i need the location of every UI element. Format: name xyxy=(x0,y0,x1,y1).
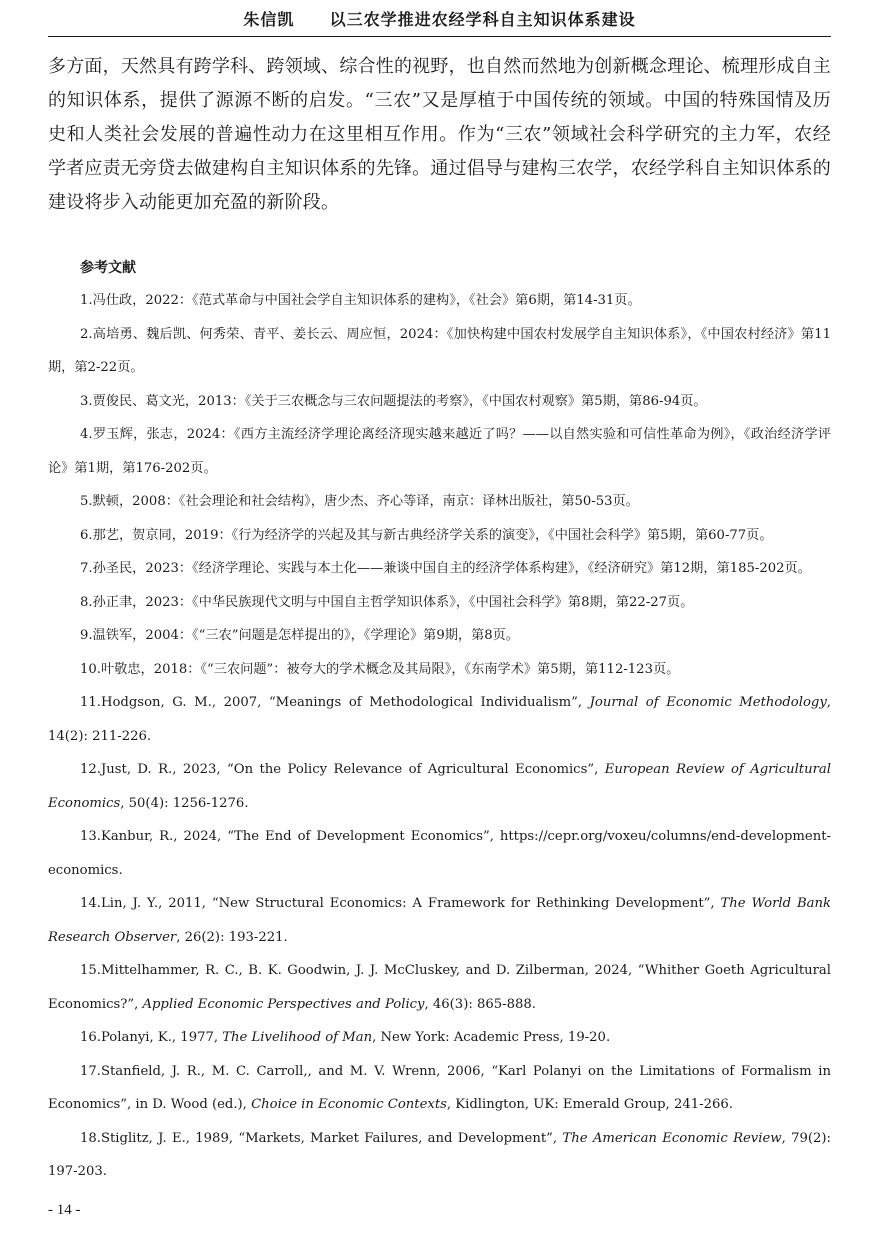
reference-text: 14.Lin, J. Y., 2011, “New Structural Economics: A Framework for Rethinking Development”, xyxy=(80,896,721,911)
reference-item xyxy=(48,552,831,586)
reference-text: 10.叶敬忠，2018：《“三农问题”：被夸大的学术概念及其局限》，《东南学术》第5期，第112-123页。 xyxy=(80,661,680,677)
reference-text: , 26(2): 193-221. xyxy=(176,929,288,945)
reference-item xyxy=(48,318,831,385)
references-heading: 参考文献 xyxy=(80,260,136,276)
reference-item xyxy=(48,1021,831,1055)
reference-journal-title: The Livelihood of Man xyxy=(222,1030,373,1045)
reference-text: 5.默顿，2008：《社会理论和社会结构》，唐少杰、齐心等译，南京：译林出版社，第50-53页。 xyxy=(80,494,639,509)
reference-text: 9.温铁军，2004：《“三农”问题是怎样提出的》，《学理论》第9期，第8页。 xyxy=(80,628,520,643)
reference-text: 17.Stanfield, J. R., M. C. Carroll,, and M. V. Wrenn, 2006, “Karl Polanyi on the Limitations of Formalism in Economics”, in D. Wood (ed.), xyxy=(48,1063,831,1112)
reference-journal-title: The World Bank Research Observer xyxy=(48,896,831,945)
reference-journal-title: Choice in Economic Contexts xyxy=(251,1097,447,1112)
reference-text: , 79(2): 197-203. xyxy=(48,1130,831,1179)
reference-text: 8.孙正聿，2023：《中华民族现代文明与中国自主哲学知识体系》，《中国社会科学》第8期，第22-27页。 xyxy=(80,594,694,610)
reference-text: 15.Mittelhammer, R. C., B. K. Goodwin, J. J. McCluskey, and D. Zilberman, 2024, “Whither Goeth Agricultural Economics?”, xyxy=(48,963,831,1012)
reference-item xyxy=(48,820,831,887)
reference-text: 1.冯仕政，2022：《范式革命与中国社会学自主知识体系的建构》，《社会》第6期，第14-31页。 xyxy=(80,293,641,308)
reference-text: 7.孙圣民，2023：《经济学理论、实践与本土化——兼谈中国自主的经济学体系构建》，《经济研究》第12期，第185-202页。 xyxy=(80,561,811,576)
reference-item xyxy=(48,653,831,687)
reference-text: , New York: Academic Press, 19-20. xyxy=(372,1030,611,1045)
reference-item xyxy=(48,418,831,485)
reference-text: 3.贾俊民、葛文光，2013：《关于三农概念与三农问题提法的考察》，《中国农村观察》第5期，第86-94页。 xyxy=(80,393,707,409)
reference-text: 13.Kanbur, R., 2024, “The End of Development Economics”, https://cepr.org/voxeu/columns/end-development-economics. xyxy=(48,829,831,878)
reference-text: 16.Polanyi, K., 1977, xyxy=(80,1030,223,1045)
reference-text: , 50(4): 1256-1276. xyxy=(120,795,249,811)
header-rule xyxy=(48,36,831,37)
reference-item xyxy=(48,284,831,318)
reference-item xyxy=(48,954,831,1021)
reference-text: , 14(2): 211-226. xyxy=(48,695,831,744)
body-paragraph: 多方面，天然具有跨学科、跨领域、综合性的视野，也自然而然地为创新概念理论、梳理形成自主的知识体系，提供了源源不断的启发。“三农”又是厚植于中国传统的领域。中国的特殊国情及历史和人类社会发展的普遍性动力在这里相互作用。作为“三农”领域社会科学研究的主力军，农经学者应责无旁贷去做建构自主知识体系的先锋。通过倡导与建构三农学，农经学科自主知识体系的建设将步入动能更加充盈的新阶段。 xyxy=(48,56,831,213)
reference-journal-title: Journal of Economic Methodology xyxy=(589,695,827,710)
reference-item xyxy=(48,519,831,553)
page-number: - 14 - xyxy=(48,1202,81,1218)
reference-item xyxy=(48,686,831,753)
reference-text: 18.Stiglitz, J. E., 1989, “Markets, Market Failures, and Development”, xyxy=(80,1130,563,1146)
running-header xyxy=(48,6,831,34)
reference-item xyxy=(48,753,831,820)
reference-item xyxy=(48,887,831,954)
reference-text: 11.Hodgson, G. M., 2007, “Meanings of Methodological Individualism”, xyxy=(80,695,590,710)
reference-text: 12.Just, D. R., 2023, “On the Policy Relevance of Agricultural Economics”, xyxy=(80,762,605,777)
header-author: 朱信凯 xyxy=(243,10,295,29)
reference-journal-title: Applied Economic Perspectives and Policy xyxy=(142,996,425,1012)
reference-item xyxy=(48,485,831,519)
reference-journal-title: European Review of Agricultural Economics xyxy=(48,762,831,811)
reference-list xyxy=(48,284,831,1189)
header-title: 以三农学推进农经学科自主知识体系建设 xyxy=(329,10,636,29)
reference-item xyxy=(48,1055,831,1122)
reference-item xyxy=(48,586,831,620)
reference-text: 6.那艺，贺京同，2019：《行为经济学的兴起及其与新古典经济学关系的演变》，《中国社会科学》第5期，第60-77页。 xyxy=(80,527,773,543)
reference-journal-title: The American Economic Review xyxy=(562,1130,782,1146)
reference-item xyxy=(48,619,831,653)
reference-text: , 46(3): 865-888. xyxy=(424,996,536,1012)
reference-text: 4.罗玉辉，张志，2024：《西方主流经济学理论离经济现实越来越近了吗？——以自然实验和可信性革命为例》，《政治经济学评论》第1期，第176-202页。 xyxy=(48,427,831,476)
reference-text: 2.高培勇、魏后凯、何秀荣、青平、姜长云、周应恒，2024：《加快构建中国农村发展学自主知识体系》，《中国农村经济》第11期，第2-22页。 xyxy=(48,326,831,375)
reference-text: , Kidlington, UK: Emerald Group, 241-266. xyxy=(446,1097,733,1112)
reference-item xyxy=(48,1122,831,1189)
reference-item xyxy=(48,385,831,419)
